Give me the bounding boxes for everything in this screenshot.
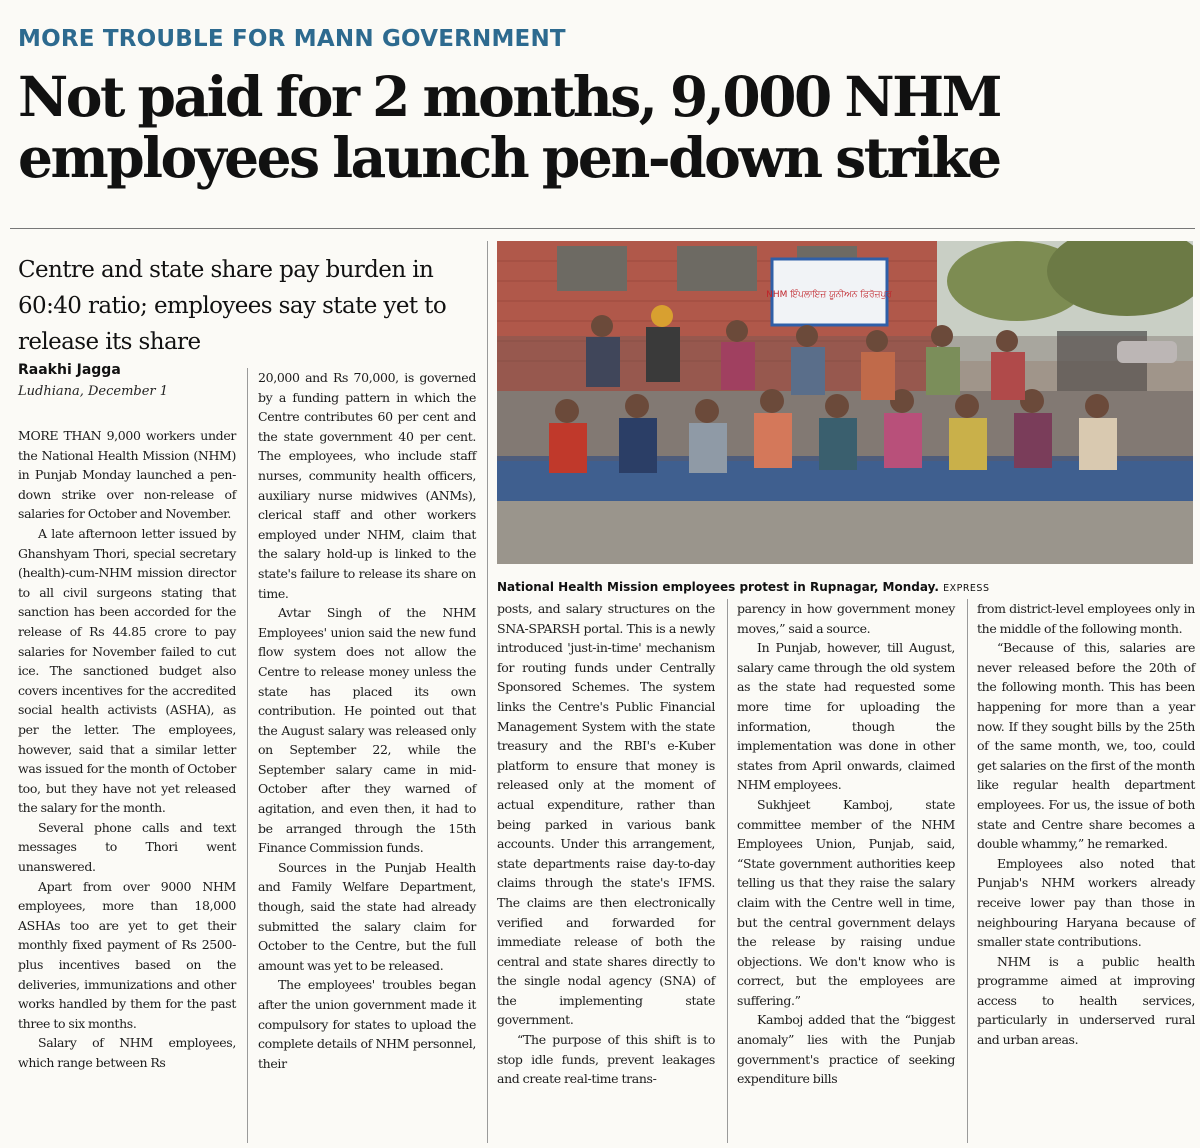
paragraph: parency in how government money moves,” said a source. [737,601,955,636]
paragraph: A late afternoon letter issued by Ghanshyam Thori, special secretary (health)-cum-NHM mission director to all civil surgeons stating that sanction has been accorded for the release of Rs 44.85 crore to pay salaries for November failed to cut ice. The sanctioned budget also covers incentives for the accredited social health activists (ASHA), as per the letter. The employees, however, said that a similar letter was issued for the month of October too, but they have not yet released the salary for the month. [18,525,236,816]
paragraph: Salary of NHM employees, which range between Rs [18,1035,236,1070]
kicker: MORE TROUBLE FOR MANN GOVERNMENT [18,26,566,52]
paragraph: “Because of this, salaries are never released before the 20th of the following month. This has been happening for more than a year now. If they sought bills by the 25th of the same month, we, too, could get salaries on the first of the month like regular health department employees. For us, the issue of both state and Centre share becomes a double whammy,” he remarked. [977,640,1195,852]
paragraph: Several phone calls and text messages to Thori went unanswered. [18,819,236,875]
deck: Centre and state share pay burden in 60:40 ratio; employees say state yet to release its share [18,257,447,355]
paragraph: 20,000 and Rs 70,000, is governed by a funding pattern in which the Centre contributes 60 per cent and the state government 40 per cent. The employees, who include staff nurses, community health officers, auxiliary nurse midwives (ANMs), clerical staff and other workers employed under NHM, claim that the salary hold-up is linked to the state's failure to release its share on time. [258,370,476,601]
dateline: Ludhiana, December 1 [18,384,169,399]
paragraph: Kamboj added that the “biggest anomaly” lies with the Punjab government's practice of seeking expenditure bills [737,1012,955,1087]
lead-in: MORE THAN [18,428,102,443]
caption-text: National Health Mission employees protest in Rupnagar, Monday. [497,580,939,594]
paragraph: MORE THAN 9,000 workers under the National Health Mission (NHM) in Punjab Monday launched a pen-down strike over non-release of salaries for October and November. [18,428,237,522]
paragraph: posts, and salary structures on the SNA-SPARSH portal. This is a newly introduced 'just-in-time' mechanism for routing funds under Centrally Sponsored Schemes. The system links the Centre's Public Financial Management System with the state treasury and the RBI's e-Kuber platform to ensure that money is released only at the moment of actual expenditure, rather than being parked in various bank accounts. Under this arrangement, state departments raise day-to-day claims through the state's IFMS. The claims are then electronically verified and forwarded for immediate release of both the central and state shares directly to the single nodal agency (SNA) of the implementing state government. [497,601,715,1028]
caption-credit: EXPRESS [943,583,990,594]
article-column-4 [737,599,955,1089]
headline-line-1: Not paid for 2 months, 9,000 NHM [18,64,1001,129]
paragraph: from district-level employees only in the middle of the following month. [977,601,1195,636]
paragraph: In Punjab, however, till August, salary came through the old system as the state had requested some more time for uploading the information, though the implementation was done in other states from April onwards, claimed NHM employees. [737,640,955,793]
headline [18,66,1193,188]
column-divider-2 [487,241,488,1143]
article-column-3 [497,599,715,1089]
paragraph: Avtar Singh of the NHM Employees' union said the new fund flow system does not allow the Centre to release money unless the state has placed its own contribution. He pointed out that the August salary was released only on September 22, while the September salary came in mid-October after they warned of agitation, and even then, it had to be arranged through the 15th Finance Commission funds. [258,605,476,856]
column-divider-4 [967,599,968,1143]
banner-text: NHM ਇੰਪਲਾਇਜ਼ ਯੂਨੀਅਨ ਫ਼ਿਰੋਜ਼ਪੁਰ [766,290,892,300]
article-column-5 [977,599,1195,1050]
byline: Raakhi Jagga [18,362,121,378]
paragraph: Sukhjeet Kamboj, state committee member of the NHM Employees Union, Punjab, said, “State government authorities keep telling us that they raise the salary claim with the Centre well in time, but the central government delays the release by raising undue objections. We don't know who is correct, but the employees are suffering.” [737,796,955,1008]
article-column-2 [258,368,476,1073]
article-column-1 [18,426,236,1073]
paragraph: Employees also noted that Punjab's NHM workers already receive lower pay than those in neighbouring Haryana because of smaller state contributions. [977,855,1195,950]
headline-rule [10,228,1195,229]
paragraph: The employees' troubles began after the union government made it compulsory for states to upload the complete details of NHM personnel, their [258,977,476,1071]
paragraph: Sources in the Punjab Health and Family Welfare Department, though, said the state had already submitted the salary claim for October to the Centre, but the full amount was yet to be released. [258,859,476,973]
paragraph: NHM is a public health programme aimed at improving access to health services, particularly in underserved rural and urban areas. [977,953,1195,1048]
column-divider-1 [247,368,248,1143]
column-divider-3 [727,599,728,1143]
headline-line-2: employees launch pen-down strike [18,125,1000,190]
protest-photo [497,241,1193,564]
photo-caption [497,580,989,594]
paragraph: Apart from over 9000 NHM employees, more than 18,000 ASHAs too are yet to get their monthly fixed payment of Rs 2500-plus incentives based on the deliveries, immunizations and other works handled by them for the past three to six months. [18,878,236,1031]
paragraph: “The purpose of this shift is to stop idle funds, prevent leakages and create real-time trans- [497,1032,715,1087]
